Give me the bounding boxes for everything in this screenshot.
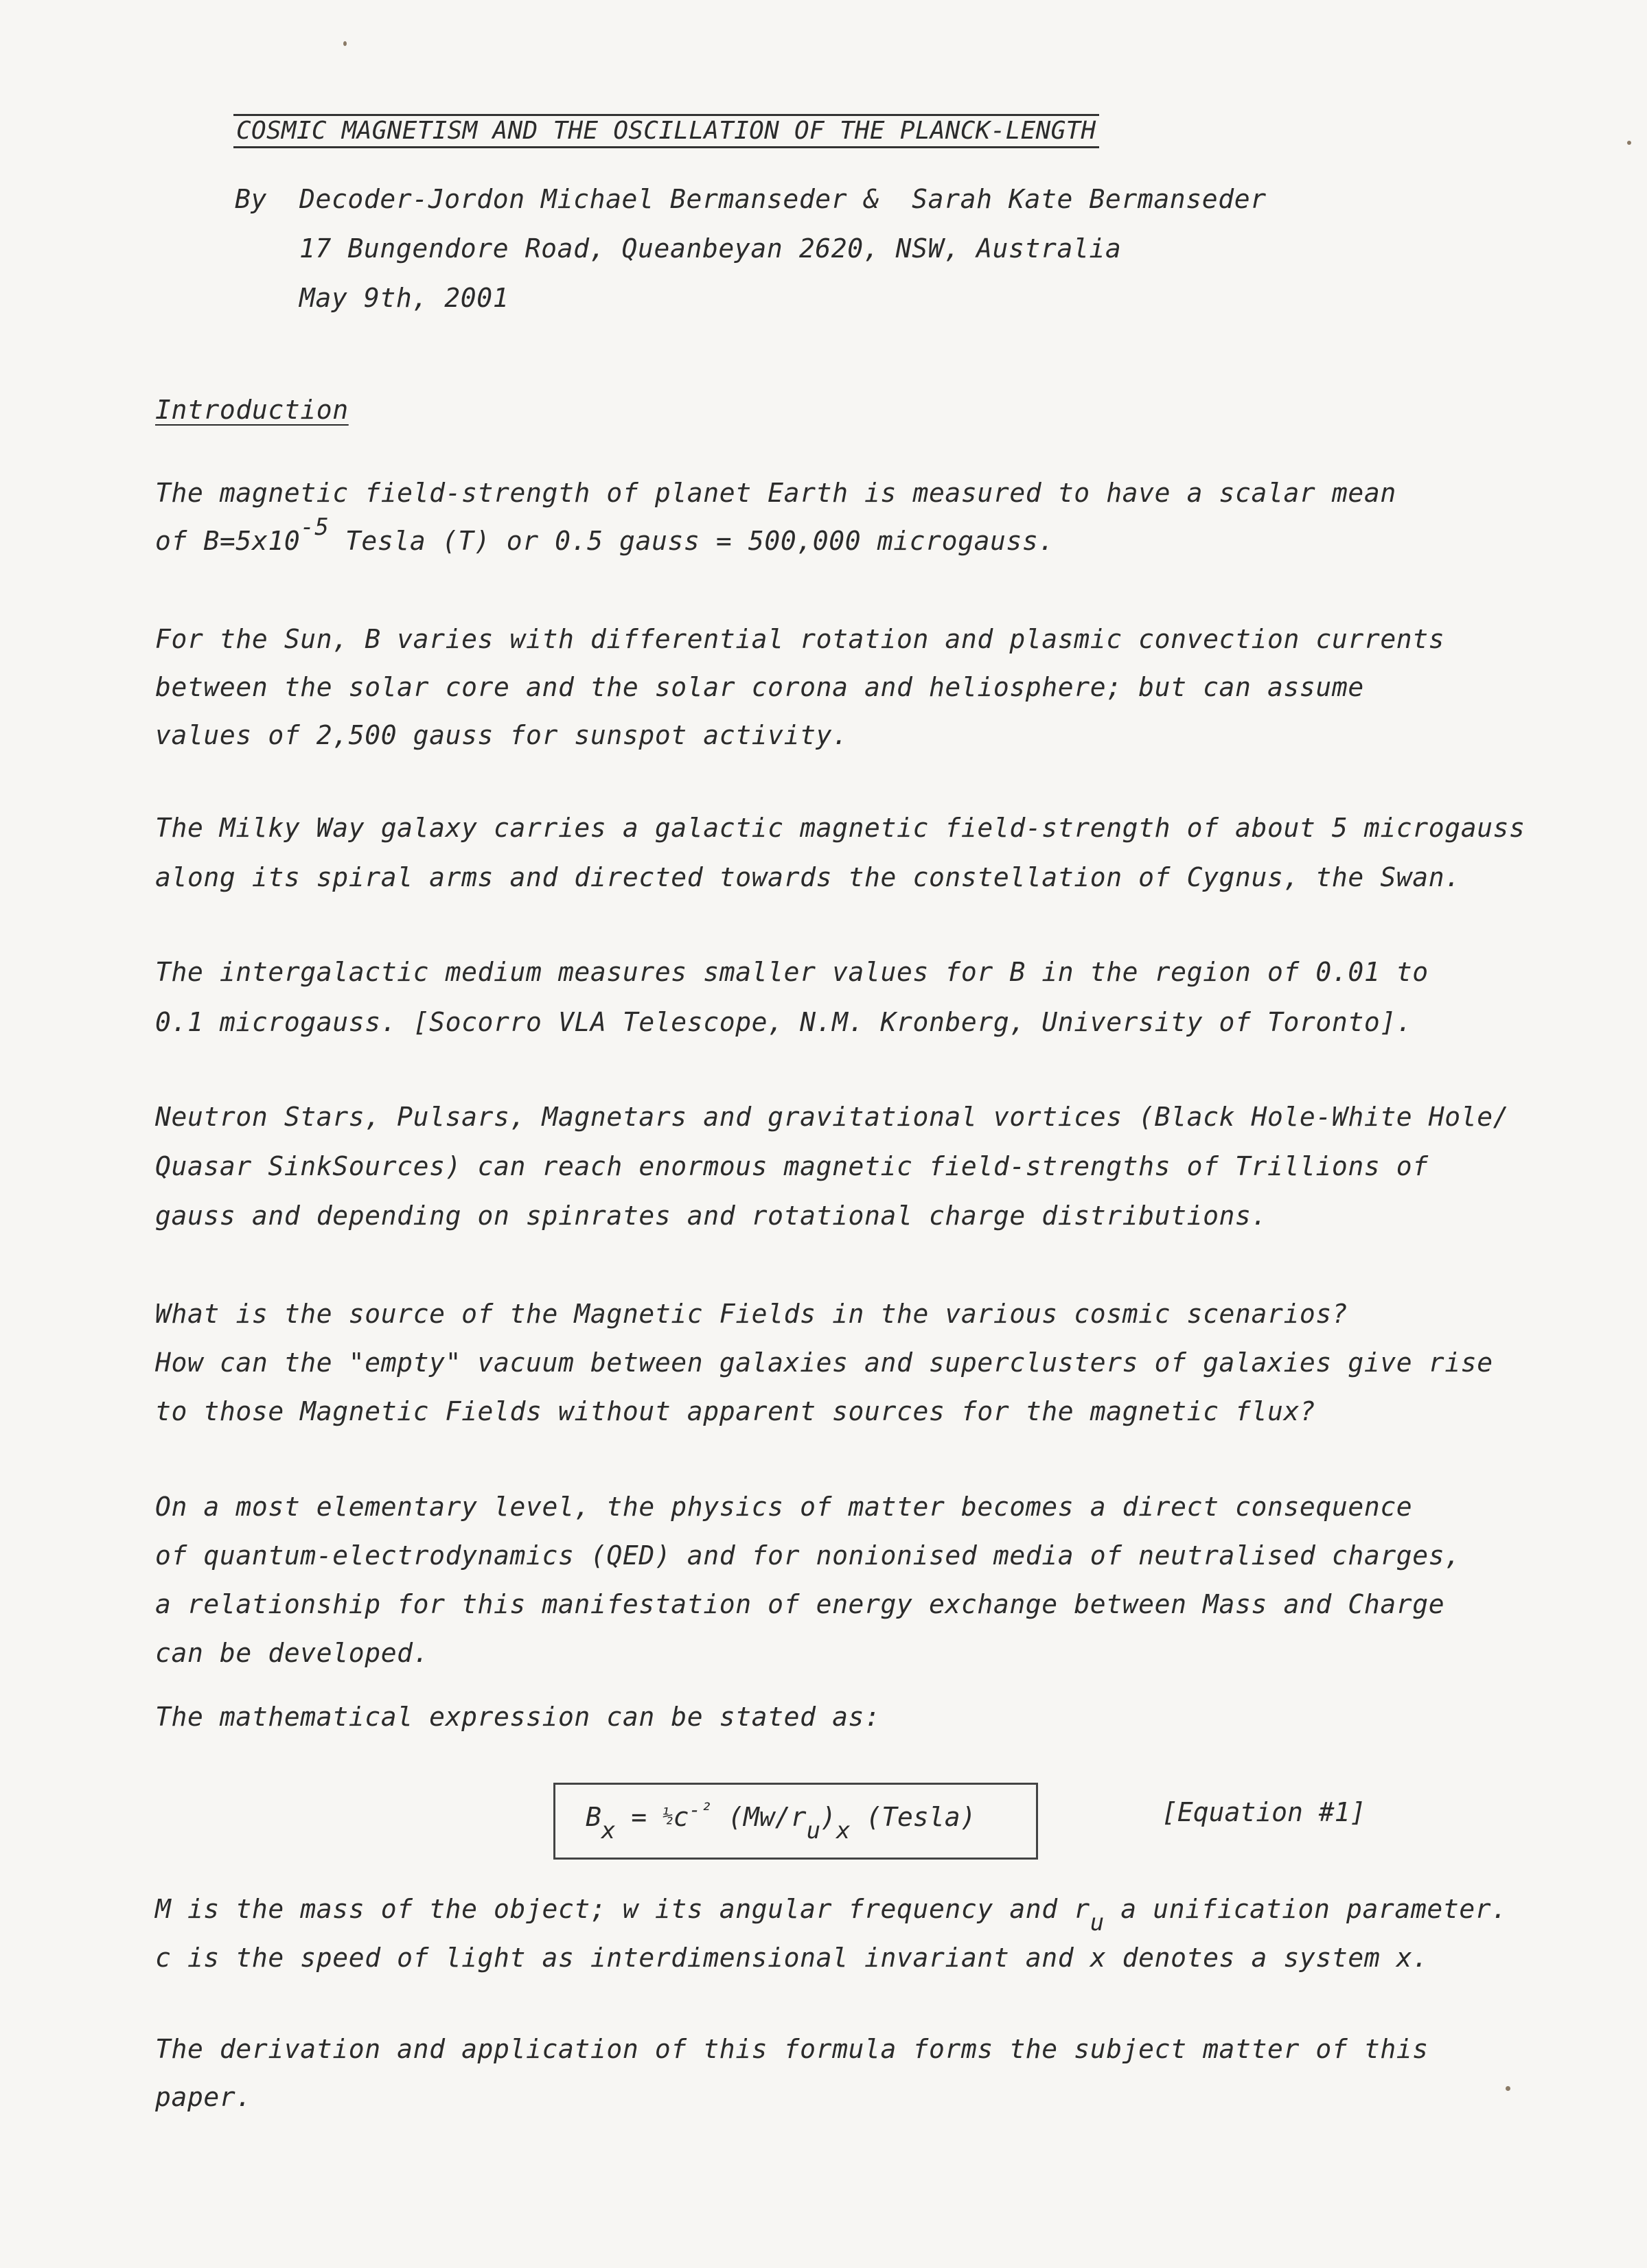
section-heading-introduction: Introduction [155,395,349,425]
eq-lhs-sub: x [601,1817,616,1844]
eq-unit: (Tesla) [850,1802,976,1832]
author-names: Decoder-Jordon Michael Bermanseder & Sarah Kate Bermanseder [299,184,1267,214]
paragraph-line: 0.1 microgauss. [Socorro VLA Telescope, N.M. Kronberg, University of Toronto]. [155,1007,1413,1037]
paragraph-line: The intergalactic medium measures smaller values for B in the region of 0.01 to [155,957,1429,987]
inline-text: of B=5x10 [155,526,301,556]
paragraph-line: What is the source of the Magnetic Fields in the various cosmic scenarios? [155,1299,1348,1329]
inline-text: a unification parameter. [1104,1894,1508,1924]
paragraph-line: along its spiral arms and directed towards the constellation of Cygnus, the Swan. [155,862,1461,892]
paragraph-line: paper. [155,2082,252,2112]
paragraph-line: values of 2,500 gauss for sunspot activity. [155,720,849,750]
paper-date: May 9th, 2001 [299,283,509,313]
paragraph-line: On a most elementary level, the physics of matter becomes a direct consequence [155,1492,1413,1522]
eq-x-sub: x [836,1817,851,1844]
paragraph-line: of quantum-electrodynamics (QED) and for nonionised media of neutralised charges, [155,1540,1461,1571]
inline-text: M is the mass of the object; w its angular frequency and r [155,1894,1090,1924]
paragraph-line [155,1893,1508,1936]
paper-speck [1506,2086,1510,2091]
equation-label: [Equation #1] [1162,1797,1366,1827]
paragraph-line: a relationship for this manifestation of energy exchange between Mass and Charge [155,1589,1445,1619]
eq-mid: (Mw/r [712,1802,807,1832]
paragraph-line: to those Magnetic Fields without apparent sources for the magnetic flux? [155,1396,1316,1426]
eq-close: ) [820,1802,836,1832]
paragraph-line: Neutron Stars, Pulsars, Magnetars and gravitational vortices (Black Hole-White Hole/ [155,1102,1510,1132]
paragraph-line: can be developed. [155,1638,430,1668]
author-address: 17 Bungendore Road, Queanbeyan 2620, NSW, Australia [299,233,1122,264]
equation-box [553,1783,1038,1860]
subscript: u [1090,1909,1105,1936]
paragraph-line: Quasar SinkSources) can reach enormous magnetic field-strengths of Trillions of [155,1151,1429,1181]
exponent: -5 [300,513,330,541]
byline-by: By [235,184,267,214]
paragraph-line [155,513,1055,558]
eq-r-sub: u [806,1817,821,1844]
paragraph-line: between the solar core and the solar corona and heliosphere; but can assume [155,672,1364,702]
paper-speck [343,41,347,46]
paragraph-line: gauss and depending on spinrates and rotational charge distributions. [155,1201,1267,1231]
paragraph-line: The magnetic field-strength of planet Earth is measured to have a scalar mean [155,478,1396,508]
paper-title: COSMIC MAGNETISM AND THE OSCILLATION OF THE PLANCK-LENGTH [233,114,1099,148]
equation-1 [586,1798,976,1844]
eq-half: ½ [663,1806,673,1827]
paragraph-line: How can the "empty" vacuum between galaxies and superclusters of galaxies give rise [155,1347,1493,1378]
paragraph-line: The derivation and application of this formula forms the subject matter of this [155,2034,1429,2064]
inline-text: Tesla (T) or 0.5 gauss = 500,000 microgauss. [329,526,1055,556]
eq-equals: = [615,1802,663,1832]
eq-c-exp: -² [689,1798,713,1821]
paragraph-line: c is the speed of light as interdimensional invariant and x denotes a system x. [155,1943,1429,1973]
eq-lhs: B [586,1802,601,1832]
paragraph-line: The mathematical expression can be stated as: [155,1702,881,1732]
paragraph-line: For the Sun, B varies with differential rotation and plasmic convection currents [155,624,1445,654]
paragraph-line: The Milky Way galaxy carries a galactic magnetic field-strength of about 5 microgauss [155,813,1525,843]
eq-c: c [673,1802,689,1832]
paper-speck [1627,141,1631,145]
